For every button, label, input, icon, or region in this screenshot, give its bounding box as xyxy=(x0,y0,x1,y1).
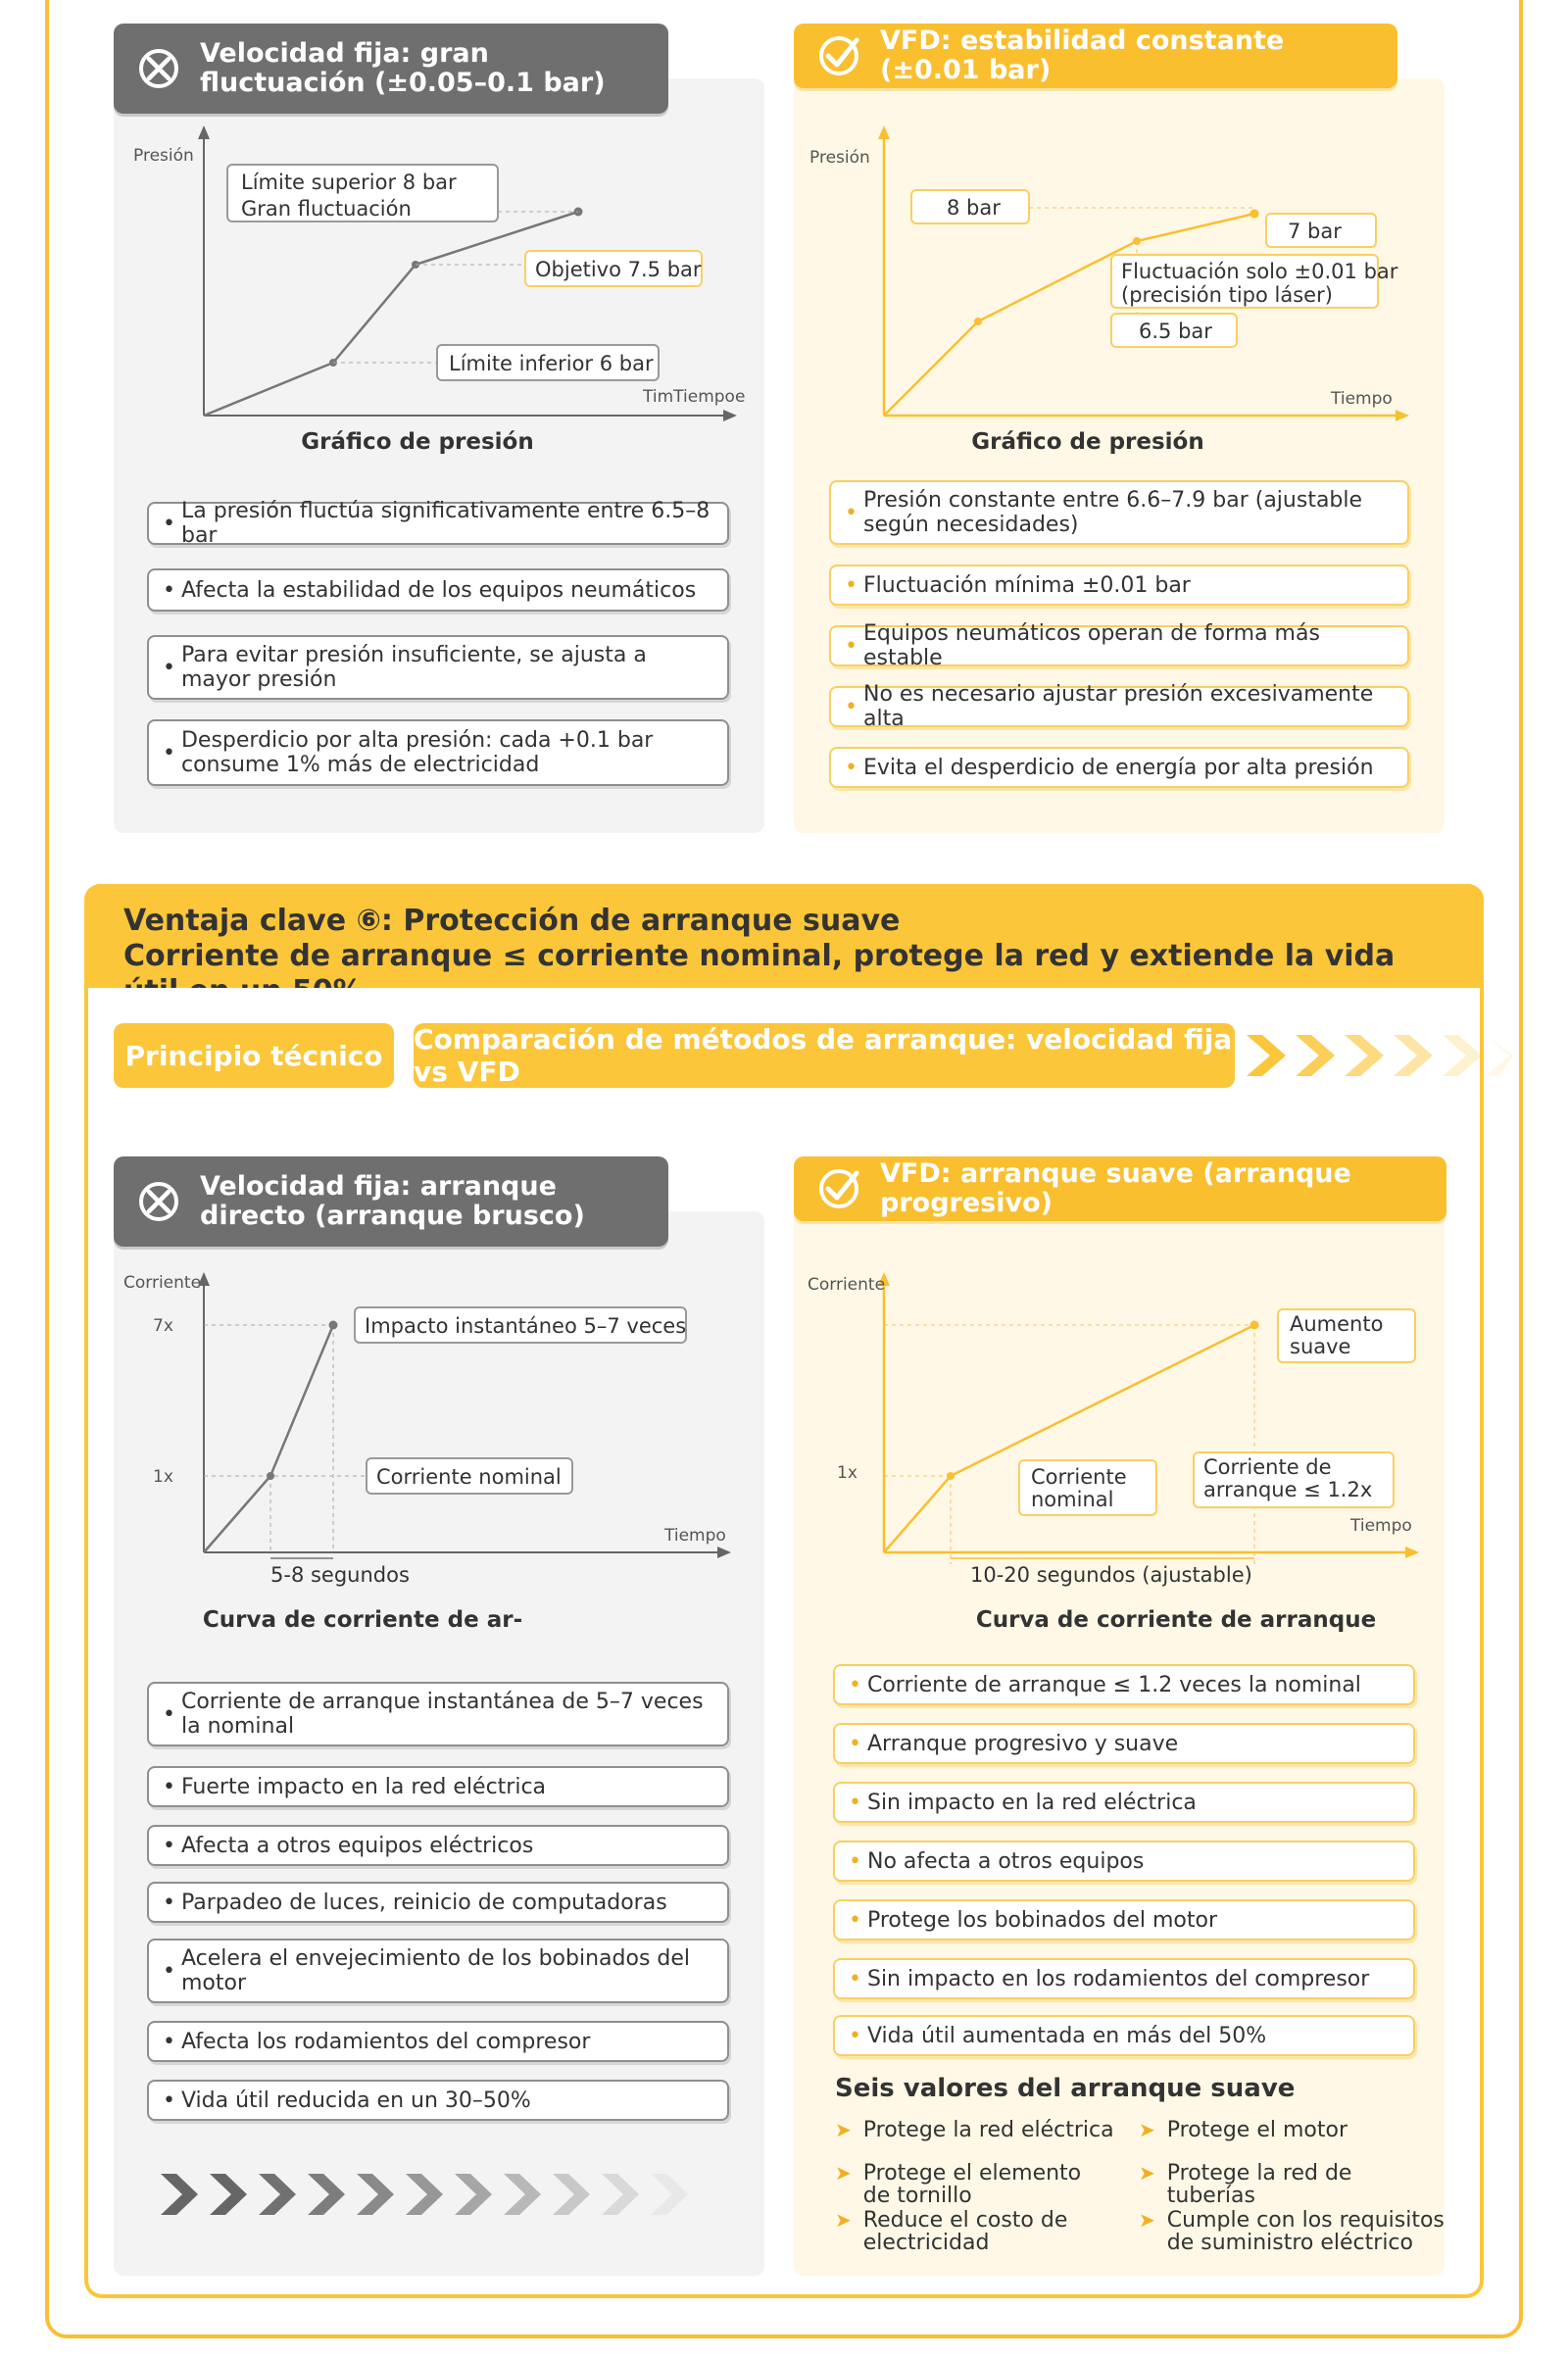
ann-fluct-line1: Fluctuación solo ±0.01 bar xyxy=(1121,260,1398,283)
check-icon xyxy=(815,1165,862,1212)
value-item: ➤ Protege el motor xyxy=(1139,2118,1348,2142)
ann-start-line1: Corriente de xyxy=(1203,1455,1332,1479)
ann-fluct-line2: (precisión tipo láser) xyxy=(1121,283,1333,307)
bullet-item: • Evita el desperdicio de energía por alta presión xyxy=(829,747,1409,788)
x-axis-label: Tiempo xyxy=(664,1526,726,1546)
value-item: ➤ Reduce el costo de electricidad xyxy=(835,2208,1068,2255)
bullet-item: • Afecta los rodamientos del compresor xyxy=(147,2021,729,2062)
bullet-item: • Vida útil aumentada en más del 50% xyxy=(833,2015,1415,2056)
bullet-item: • Parpadeo de luces, reinicio de computadoras xyxy=(147,1882,729,1923)
vfd-start-header xyxy=(794,1156,1446,1221)
ann-upper-line2: Gran fluctuación xyxy=(241,197,412,221)
ann-rise-line1: Aumento xyxy=(1290,1312,1384,1336)
y-axis-label: Presión xyxy=(809,148,870,168)
ann-start-line2: arranque ≤ 1.2x xyxy=(1203,1478,1373,1501)
bullet-item: • Afecta la estabilidad de los equipos neumáticos xyxy=(147,568,729,612)
point-8 xyxy=(1250,210,1259,219)
arrow-icon: ➤ xyxy=(835,2161,852,2185)
tick-7x: 7x xyxy=(153,1316,173,1336)
bullet-item: • Fuerte impacto en la red eléctrica xyxy=(147,1766,729,1807)
y-axis-label: Corriente xyxy=(808,1275,886,1295)
x-axis-label: TimTiempoe xyxy=(643,387,746,407)
banner-line2: Corriente de arranque ≤ corriente nominal, protege la red y extiende la vida xyxy=(123,939,1396,973)
header-text: VFD: estabilidad constante (±0.01 bar) xyxy=(880,25,1285,85)
y-axis-arrow xyxy=(198,125,210,139)
point-peak xyxy=(329,1321,338,1330)
current-line xyxy=(204,1325,333,1552)
x-check-icon xyxy=(135,45,182,92)
y-axis-arrow xyxy=(878,125,890,139)
value-item: ➤ Protege la red eléctrica xyxy=(835,2118,1114,2142)
tick-1x: 1x xyxy=(837,1463,858,1483)
bullet-item: • Fluctuación mínima ±0.01 bar xyxy=(829,565,1409,606)
bullet-item: • Sin impacto en la red eléctrica xyxy=(833,1782,1415,1823)
bullet-item: • Corriente de arranque instantánea de 5–7 veces la nominal xyxy=(147,1682,729,1746)
x-axis-arrow xyxy=(1405,1547,1419,1558)
bullet-item: • Presión constante entre 6.6–7.9 bar (ajustable según necesidades) xyxy=(829,480,1409,545)
tab-comparison[interactable]: Comparación de métodos de arranque: velocidad fija vs VFD xyxy=(414,1023,1235,1088)
ann-rise-line2: suave xyxy=(1290,1335,1351,1358)
vfd-current-caption: Curva de corriente de arranque xyxy=(975,1607,1377,1633)
fixed-current-caption: Curva de corriente de ar- xyxy=(202,1607,523,1633)
banner-line1: Ventaja clave ⑥: Protección de arranque suave xyxy=(123,904,901,938)
x-axis-arrow xyxy=(1396,410,1409,421)
ann-nominal-line2: nominal xyxy=(1031,1488,1114,1511)
bullet-item: • Para evitar presión insuficiente, se ajusta a mayor presión xyxy=(147,635,729,700)
fixed-pressure-chart xyxy=(114,118,764,431)
ann-7: 7 bar xyxy=(1288,220,1342,243)
bullet-item: • No afecta a otros equipos xyxy=(833,1841,1415,1882)
current-line xyxy=(884,1325,1254,1552)
point-end xyxy=(1250,1321,1259,1330)
bullet-item: • Equipos neumáticos operan de forma más estable xyxy=(829,625,1409,666)
value-item: ➤ Cumple con los requisitos de suministro eléctrico xyxy=(1139,2208,1445,2255)
ann-impact: Impacto instantáneo 5–7 veces xyxy=(365,1314,687,1338)
y-axis-label: Corriente xyxy=(123,1273,202,1293)
vfd-pressure-caption: Gráfico de presión xyxy=(971,429,1204,455)
grey-chevron-arrows-icon xyxy=(161,2170,729,2219)
x-axis-arrow xyxy=(723,410,737,421)
ann-nominal-line1: Corriente xyxy=(1031,1465,1127,1489)
vfd-current-chart xyxy=(794,1264,1445,1597)
ann-upper-line1: Límite superior 8 bar xyxy=(241,171,457,194)
point-nominal xyxy=(267,1472,274,1480)
fixed-speed-pressure-header xyxy=(114,24,668,114)
vfd-pressure-header xyxy=(794,24,1397,88)
duration-label: 10-20 segundos (ajustable) xyxy=(970,1563,1252,1587)
y-axis-label: Presión xyxy=(133,146,194,166)
fixed-start-header xyxy=(114,1156,668,1247)
bullet-item: • Corriente de arranque ≤ 1.2 veces la nominal xyxy=(833,1664,1415,1705)
arrow-icon: ➤ xyxy=(835,2208,852,2232)
header-text: Velocidad fija: gran fluctuación (±0.05–0.1 bar) xyxy=(200,38,606,98)
arrow-icon: ➤ xyxy=(1139,2208,1155,2232)
duration-label: 5-8 segundos xyxy=(270,1563,410,1587)
ann-target: Objetivo 7.5 bar xyxy=(535,258,702,281)
header-text: VFD: arranque suave (arranque progresivo) xyxy=(880,1158,1351,1218)
x-axis-label: Tiempo xyxy=(1331,389,1393,409)
bullet-item: • No es necesario ajustar presión excesivamente alta xyxy=(829,686,1409,727)
pressure-line xyxy=(204,212,578,416)
arrow-icon: ➤ xyxy=(1139,2118,1155,2141)
vfd-pressure-chart xyxy=(794,118,1445,431)
ann-lower: Límite inferior 6 bar xyxy=(449,352,654,375)
soft-start-values-title: Seis valores del arranque suave xyxy=(835,2074,1296,2103)
arrow-icon: ➤ xyxy=(835,2118,852,2141)
bullet-item: • Afecta a otros equipos eléctricos xyxy=(147,1825,729,1866)
point-start xyxy=(947,1472,955,1480)
ann-nominal: Corriente nominal xyxy=(376,1465,562,1489)
ann-8: 8 bar xyxy=(947,196,1001,220)
point-65 xyxy=(974,318,982,325)
key-advantage-banner xyxy=(84,884,1484,988)
bullet-item: • Desperdicio por alta presión: cada +0.1 bar consume 1% más de electricidad xyxy=(147,719,729,786)
arrow-icon: ➤ xyxy=(1139,2161,1155,2185)
check-icon xyxy=(815,32,862,79)
value-item: ➤ Protege la red de tuberías xyxy=(1139,2161,1352,2208)
x-axis-label: Tiempo xyxy=(1350,1516,1412,1536)
value-item: ➤ Protege el elemento de tornillo xyxy=(835,2161,1082,2208)
tick-1x: 1x xyxy=(153,1467,173,1487)
tab-principle[interactable]: Principio técnico xyxy=(114,1023,394,1088)
fixed-pressure-caption: Gráfico de presión xyxy=(301,429,534,455)
x-axis-arrow xyxy=(717,1547,731,1558)
bullet-item: • Protege los bobinados del motor xyxy=(833,1899,1415,1940)
fixed-current-chart xyxy=(114,1264,764,1597)
chevron-arrows-icon xyxy=(1243,1031,1513,1080)
header-text: Velocidad fija: arranque directo (arranque brusco) xyxy=(200,1171,585,1231)
x-check-icon xyxy=(135,1178,182,1225)
bullet-item: • Sin impacto en los rodamientos del compresor xyxy=(833,1958,1415,1999)
bullet-item: • La presión fluctúa significativamente entre 6.5–8 bar xyxy=(147,502,729,545)
bullet-item: • Vida útil reducida en un 30–50% xyxy=(147,2080,729,2121)
bullet-item: • Arranque progresivo y suave xyxy=(833,1723,1415,1764)
bullet-item: • Acelera el envejecimiento de los bobinados del motor xyxy=(147,1939,729,2003)
ann-65: 6.5 bar xyxy=(1139,319,1212,343)
